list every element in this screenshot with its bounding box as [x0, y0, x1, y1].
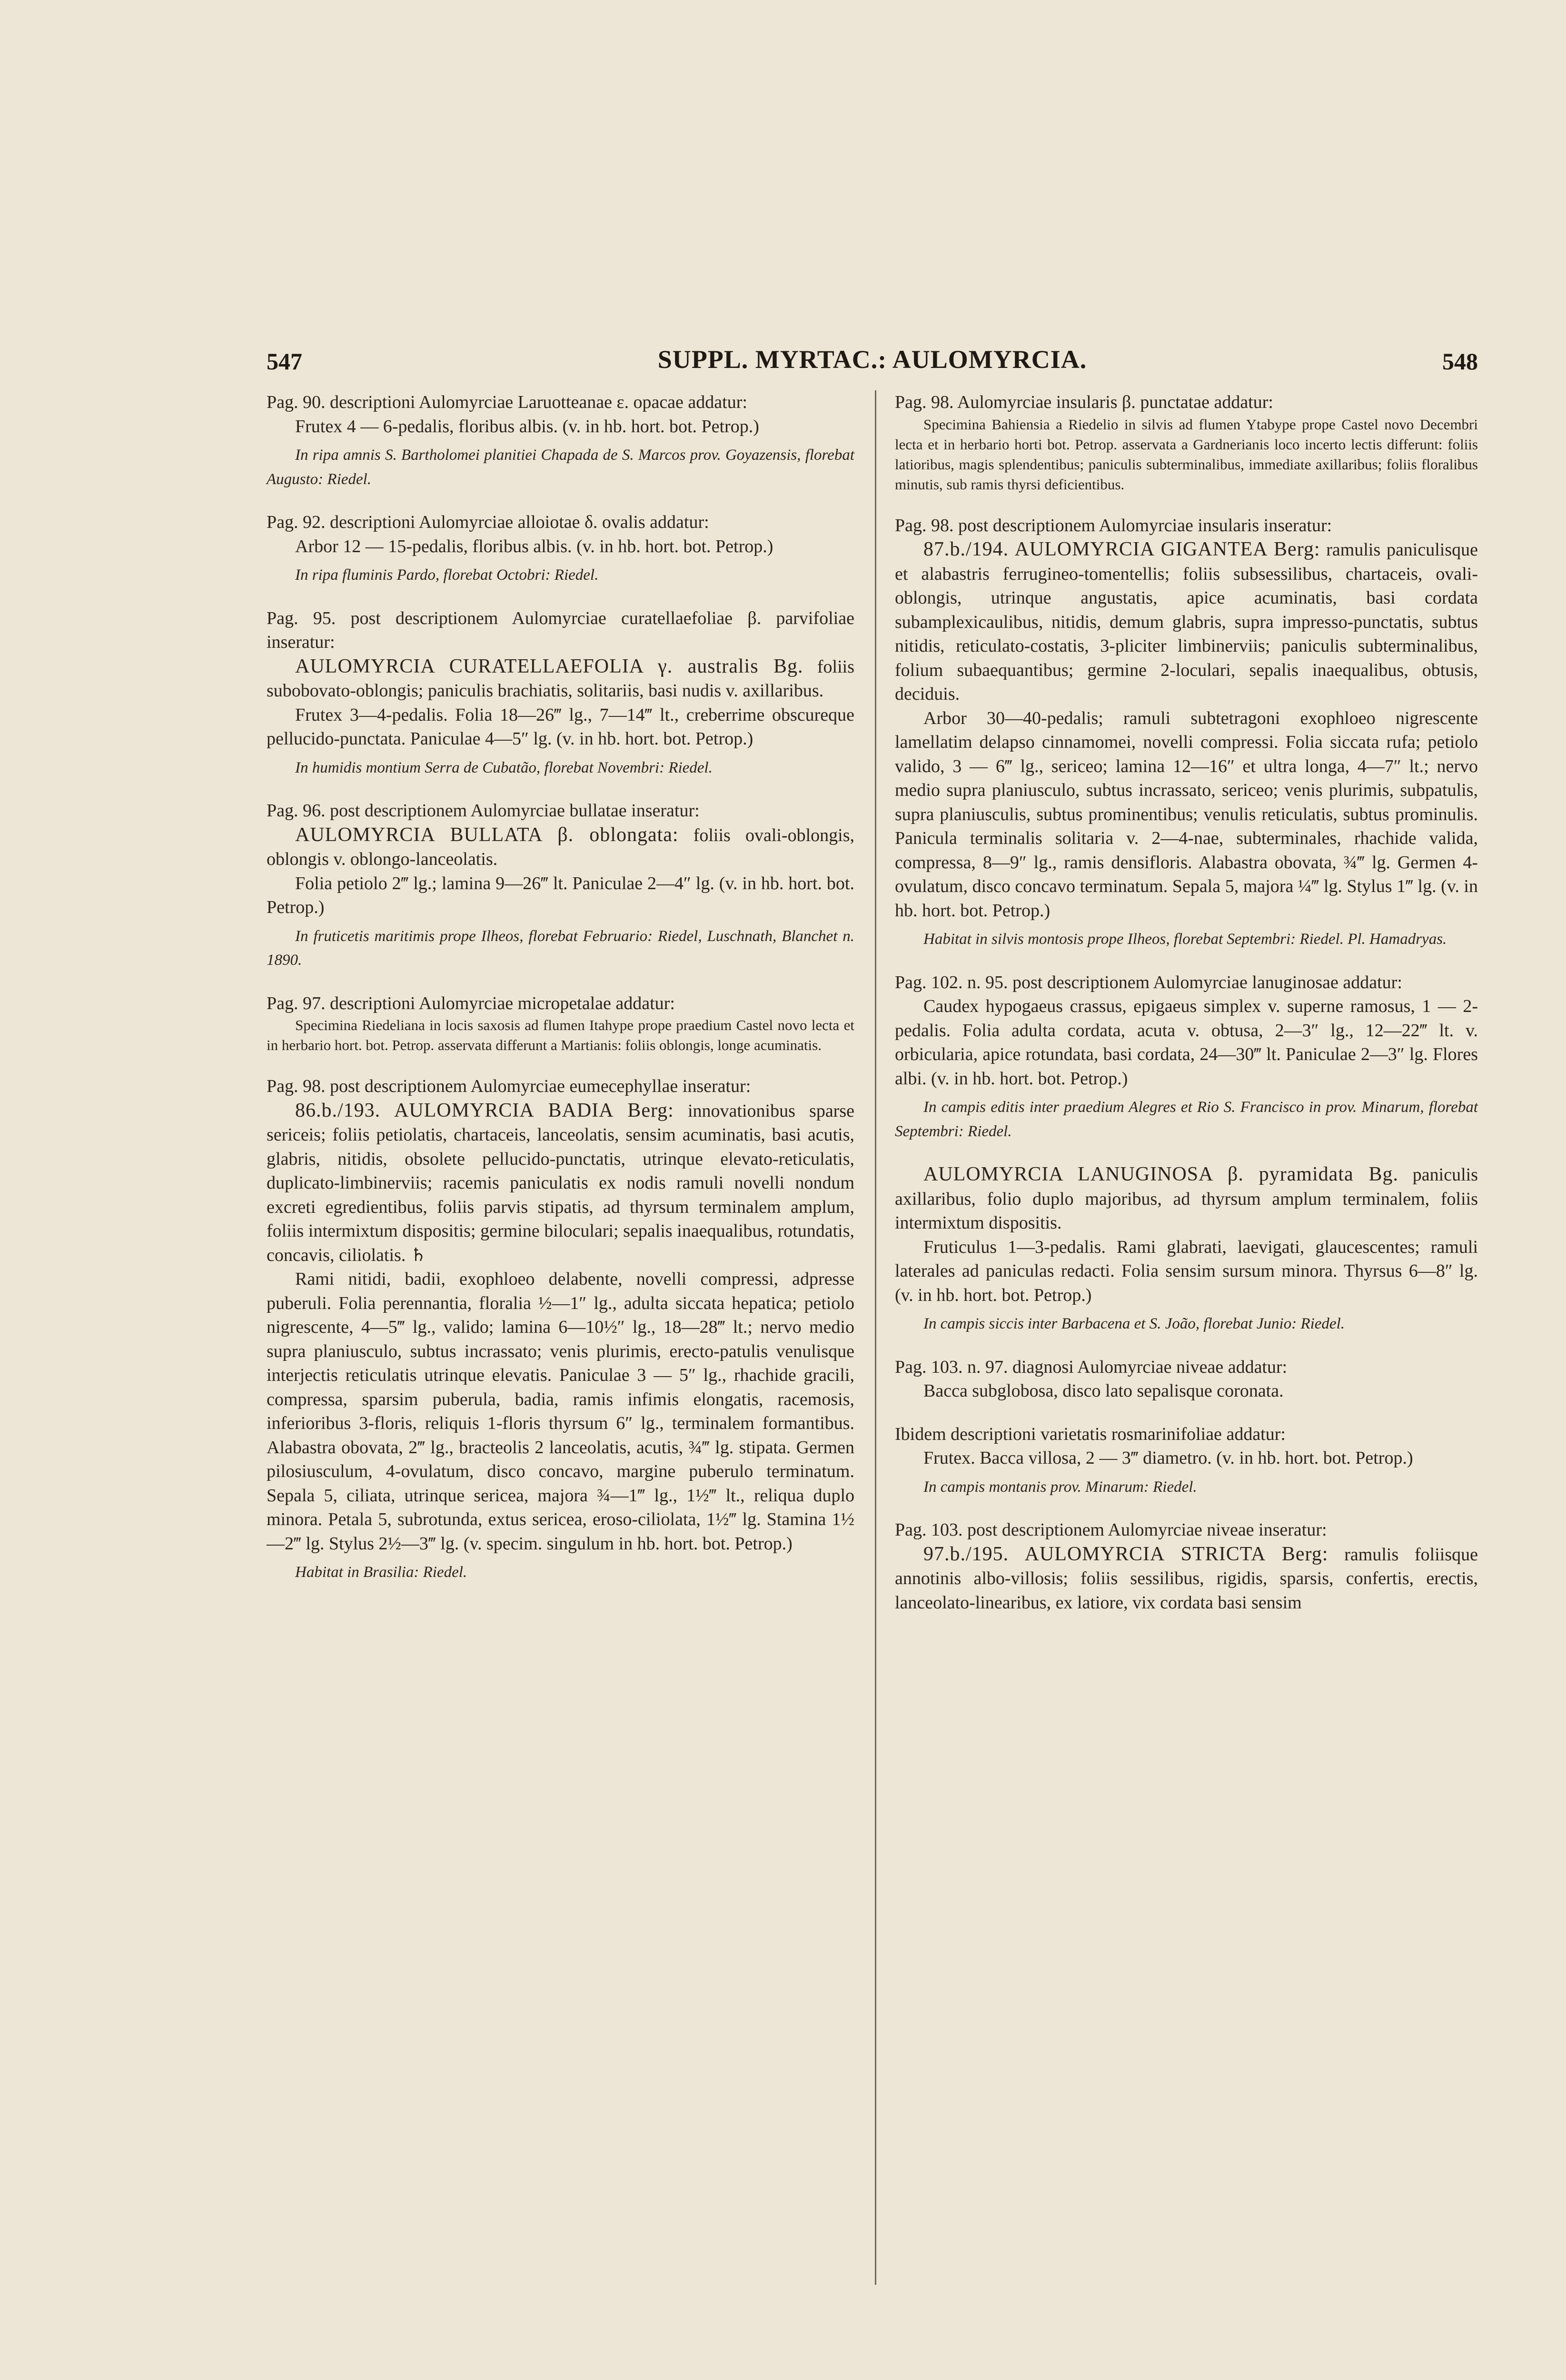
- entry-description: Frutex. Bacca villosa, 2 — 3‴ diametro. (v. in hb. hort. bot. Petrop.): [923, 1448, 1413, 1468]
- species-diagnosis-text: innovationibus sparse sericeis; foliis petiolatis, chartaceis, lanceolatis, sensim acuminatis, basi acutis, glabris, nitidis, obsolete pellucido-punctatis, utrinque elevato-reticulatis, duplicato-limbinerviis; racemis paniculatis ex nodis ramuli novelli nondum excreti egredientibus, foliis parvis stipatis, ad thyrsum terminalem amplum, foliis intermixtum dispositis; germine biloculari; sepalis inaequalibus, rotundatis, concavis, ciliolatis. ♄: [267, 1101, 854, 1265]
- page-number-left: 547: [267, 348, 302, 375]
- species-name: AULOMYRCIA BULLATA β. oblongata:: [295, 823, 679, 846]
- entry-nivea: [895, 1355, 1478, 1403]
- entry-badia: [267, 1074, 854, 1585]
- entry-description: Folia petiolo 2‴ lg.; lamina 9—26‴ lt. Paniculae 2—4″ lg. (v. in hb. hort. bot. Petrop.): [267, 873, 854, 917]
- entry-bullata: [267, 799, 854, 972]
- entry-description: Arbor 30—40-pedalis; ramuli subtetragoni exophloeo nigrescente lamellatim delapso cinnamomei, novelli compressi. Folia siccata rufa; petiolo valido, 3 — 6‴ lg., sericeo; lamina 12—16″ et ultra longa, 4—7″ lt.; nervo medio supra planiusculo, subtus incrassato, sericeo; venis plurimis, subpatulis, supra planiusculis, subtus prominentibus; venulis reticulatis, subtus prominulis. Panicula terminalis solitaria v. 2—4-nae, subterminales, rhachide valida, compressa, 8—9″ lg., ramis densifloris. Alabastra obovata, ¾‴ lg. Germen 4-ovulatum, disco concavo terminatum. Sepala 5, majora ¼‴ lg. Stylus 1‴ lg. (v. in hb. hort. bot. Petrop.): [895, 708, 1478, 921]
- entry-habitat: Habitat in silvis montosis prope Ilheos, florebat Septembri: Riedel. Pl. Hamadryas.: [923, 931, 1447, 948]
- species-diagnosis: [267, 1099, 854, 1268]
- entry-habitat: In campis editis inter praedium Alegres et Rio S. Francisco in prov. Minarum, florebat Septembri: Riedel.: [895, 1099, 1478, 1140]
- entry-habitat: In ripa fluminis Pardo, florebat Octobri: Riedel.: [295, 566, 599, 584]
- entry-lanuginosa: [895, 971, 1478, 1144]
- entry-heading: Pag. 103. n. 97. diagnosi Aulomyrciae niveae addatur:: [895, 1357, 1288, 1377]
- entry-rosmarinifolia: [895, 1422, 1478, 1499]
- entry-alloiota: [267, 510, 854, 587]
- entry-heading: Pag. 98. post descriptionem Aulomyrciae insularis inseratur:: [895, 515, 1332, 536]
- entry-gigantea: [895, 514, 1478, 952]
- entry-heading: Pag. 92. descriptioni Aulomyrciae alloiotae δ. ovalis addatur:: [267, 512, 709, 532]
- entry-description: Arbor 12 — 15-pedalis, floribus albis. (v. in hb. hort. bot. Petrop.): [295, 536, 773, 556]
- entry-laruotteana: [267, 390, 854, 491]
- right-column: [895, 390, 1478, 1634]
- species-name: 97.b./195. AULOMYRCIA STRICTA Berg:: [923, 1543, 1328, 1565]
- species-diagnosis-text: foliis ovali-oblongis, oblongis v. oblongo-lanceolatis.: [267, 825, 854, 869]
- running-header: [267, 339, 1478, 382]
- entry-description: Frutex 4 — 6-pedalis, floribus albis. (v. in hb. hort. bot. Petrop.): [295, 416, 759, 436]
- entry-micropetala: [267, 992, 854, 1056]
- species-name: AULOMYRCIA LANUGINOSA β. pyramidata Bg.: [923, 1163, 1398, 1185]
- species-diagnosis-text: ramulis paniculisque et alabastris ferrugineo-tomentellis; foliis subsessilibus, chartaceis, ovali-oblongis, utrinque angustatis, apice acuminatis, basi cordata subamplexicaulibus, nitidis, demum glabris, supra impresso-punctatis, subtus nitidis, reticulato-costatis, 3-pliciter limbinerviis; paniculis subterminalibus, folium subaequantibus; germine 2-loculari, sepalis inaequalibus, obtusis, deciduis.: [895, 540, 1478, 704]
- entry-heading: Pag. 97. descriptioni Aulomyrciae micropetalae addatur:: [267, 993, 675, 1013]
- entry-description: Bacca subglobosa, disco lato sepalisque coronata.: [923, 1381, 1284, 1401]
- entry-heading: Pag. 95. post descriptionem Aulomyrciae curatellaefoliae β. parvifoliae inseratur:: [267, 608, 854, 652]
- entry-habitat: Habitat in Brasilia: Riedel.: [295, 1564, 467, 1581]
- species-diagnosis-text: foliis subobovato-oblongis; paniculis brachiatis, solitariis, basi nudis v. axillaribus.: [267, 656, 854, 701]
- entry-habitat: In campis siccis inter Barbacena et S. João, florebat Junio: Riedel.: [923, 1315, 1345, 1332]
- entry-curatellaefolia: [267, 606, 854, 780]
- entry-heading: Pag. 98. Aulomyrciae insularis β. punctatae addatur:: [895, 392, 1273, 412]
- entry-description: Frutex 3—4-pedalis. Folia 18—26‴ lg., 7—14‴ lt., creberrime obscureque pellucido-punctata. Paniculae 4—5″ lg. (v. in hb. hort. bot. Petrop.): [267, 704, 854, 749]
- entry-heading: Pag. 96. post descriptionem Aulomyrciae bullatae inseratur:: [267, 801, 700, 821]
- entry-heading: Ibidem descriptioni varietatis rosmarinifoliae addatur:: [895, 1424, 1286, 1444]
- species-diagnosis-text: paniculis axillaribus, folio duplo majoribus, ad thyrsum amplum terminalem, foliis intermixtum dispositis.: [895, 1165, 1478, 1233]
- species-diagnosis: [895, 1542, 1478, 1615]
- entry-description: Caudex hypogaeus crassus, epigaeus simplex v. superne ramosus, 1 — 2-pedalis. Folia adulta cordata, acuta v. obtusa, 2—3″ lg., 12—22‴ lt. v. orbicularia, apice rotundata, basi cordata, 24—30‴ lt. Paniculae 2—3″ lg. Flores albi. (v. in hb. hort. bot. Petrop.): [895, 996, 1478, 1089]
- entry-heading: Pag. 98. post descriptionem Aulomyrciae eumecephyllae inseratur:: [267, 1076, 751, 1096]
- species-diagnosis: [895, 1162, 1478, 1235]
- entry-habitat: In fruticetis maritimis prope Ilheos, florebat Februario: Riedel, Luschnath, Blanchet n. 1890.: [267, 927, 854, 969]
- left-column: [267, 390, 854, 1604]
- species-diagnosis-text: ramulis foliisque annotinis albo-villosis; foliis sessilibus, rigidis, sparsis, confertis, erectis, lanceolato-linearibus, ex latiore, vix cordata basi sensim: [895, 1544, 1478, 1613]
- entry-habitat: In ripa amnis S. Bartholomei planitiei Chapada de S. Marcos prov. Goyazensis, florebat Augusto: Riedel.: [267, 446, 854, 488]
- entry-habitat: In humidis montium Serra de Cubatão, florebat Novembri: Riedel.: [295, 759, 713, 776]
- entry-habitat: In campis montanis prov. Minarum: Riedel.: [923, 1478, 1197, 1496]
- species-diagnosis: [895, 537, 1478, 706]
- column-divider: [875, 390, 876, 2285]
- entry-insularis-punctata: [895, 390, 1478, 495]
- entry-lanuginosa-pyramidata: [895, 1162, 1478, 1336]
- species-name: 87.b./194. AULOMYRCIA GIGANTEA Berg:: [923, 538, 1320, 560]
- entry-note: Specimina Bahiensia a Riedelio in silvis ad flumen Ytabype prope Castel novo Decembri lecta et in herbario horti bot. Petrop. asservata a Gardnerianis loco incerto lectis differunt: foliis latioribus, magis splendentibus; paniculis subterminalibus, immediate axillaribus; foliis floralibus minutis, sub ramis thyrsi deficientibus.: [895, 416, 1478, 493]
- entry-stricta: [895, 1518, 1478, 1615]
- entry-description: Rami nitidi, badii, exophloeo delabente, novelli compressi, adpresse puberuli. Folia perennantia, floralia ½—1″ lg., adulta siccata hepatica; petiolo nigrescente, 4—5‴ lg., valido; lamina 6—10½″ lg., 18—28‴ lt.; nervo medio supra planiusculo, subtus incrassato; venis plurimis, erecto-patulis venulisque interjectis reticulatis utrinque elevatis. Paniculae 3 — 5″ lg., rhachide gracili, compressa, sparsim puberula, badia, ramis infimis elongatis, racemosis, inferioribus 3-floris, reliquis 1-floris thyrsum 6″ lg., terminalem formantibus. Alabastra obovata, 2‴ lg., bracteolis 2 lanceolatis, acutis, ¾‴ lg. stipata. Germen pilosiusculum, 4-ovulatum, disco concavo, margine puberulo terminatum. Sepala 5, ciliata, utrinque sericea, majora ¾—1‴ lg., 1½‴ lt., reliqua duplo minora. Petala 5, subrotunda, extus sericea, eroso-ciliolata, 1½‴ lg. Stamina 1½—2‴ lg. Stylus 2½—3‴ lg. (v. specim. singulum in hb. hort. bot. Petrop.): [267, 1269, 854, 1554]
- entry-heading: Pag. 102. n. 95. post descriptionem Aulomyrciae lanuginosae addatur:: [895, 972, 1402, 992]
- species-diagnosis: [267, 654, 854, 703]
- entry-heading: Pag. 103. post descriptionem Aulomyrciae niveae inseratur:: [895, 1520, 1327, 1540]
- page-number-right: 548: [1442, 348, 1478, 375]
- entry-description: Fruticulus 1—3-pedalis. Rami glabrati, laevigati, glaucescentes; ramuli laterales ad paniculas redacti. Folia sensim sursum minora. Thyrsus 6—8″ lg. (v. in hb. hort. bot. Petrop.): [895, 1237, 1478, 1305]
- species-name: AULOMYRCIA CURATELLAEFOLIA γ. australis Bg.: [295, 655, 803, 677]
- entry-heading: Pag. 90. descriptioni Aulomyrciae Laruotteanae ε. opacae addatur:: [267, 392, 747, 412]
- running-title: SUPPL. MYRTAC.: AULOMYRCIA.: [657, 345, 1087, 374]
- entry-note: Specimina Riedeliana in locis saxosis ad flumen Itahype prope praedium Castel novo lecta et in herbario hort. bot. Petrop. asservata differunt a Martianis: foliis oblongis, longe acuminatis.: [267, 1017, 854, 1053]
- species-diagnosis: [267, 823, 854, 872]
- species-name: 86.b./193. AULOMYRCIA BADIA Berg:: [295, 1099, 674, 1121]
